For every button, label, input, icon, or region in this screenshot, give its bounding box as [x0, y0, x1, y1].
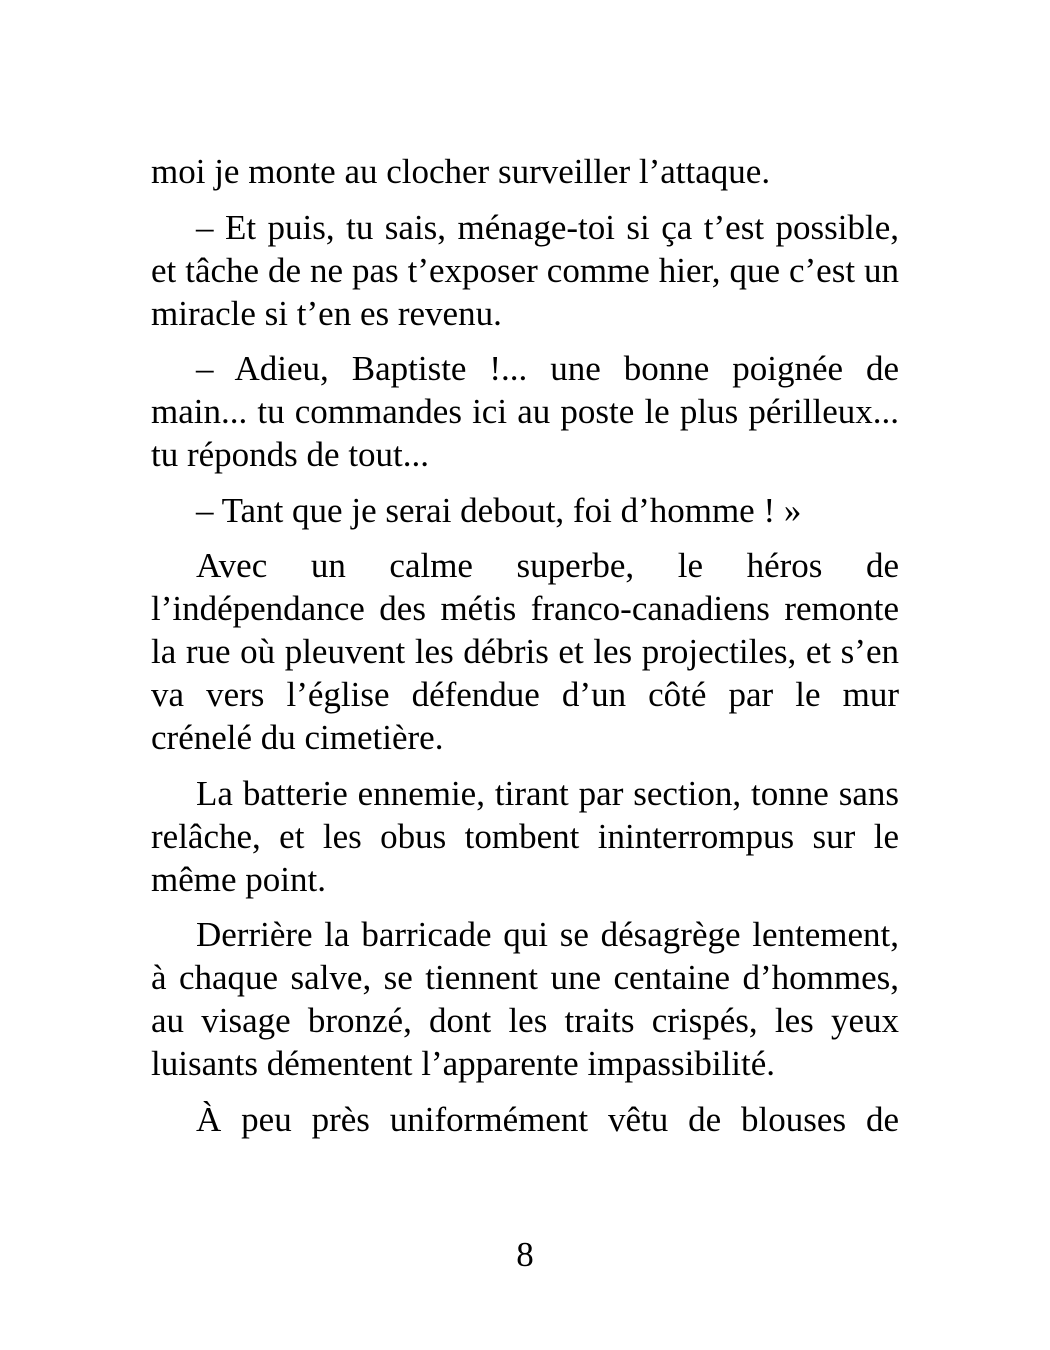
paragraph-7: Derrière la barricade qui se désagrège lentement, à chaque salve, se tiennent une centaine d’hommes, au visage bronzé, dont les traits crispés, les yeux luisants démentent l’apparente impassibilité. [151, 915, 899, 1083]
paragraph-3: – Adieu, Baptiste !... une bonne poignée de main... tu commandes ici au poste le plus périlleux... tu réponds de tout... [151, 349, 899, 474]
paragraph-6: La batterie ennemie, tirant par section, tonne sans relâche, et les obus tombent ininterrompus sur le même point. [151, 773, 899, 899]
paragraph-1: moi je monte au clocher surveiller l’attaque. [151, 152, 771, 191]
paragraph-5: Avec un calme superbe, le héros de l’indépendance des métis franco-canadiens remonte la rue où pleuvent les débris et les projectiles, et s’en va vers l’église défendue d’un côté par le mur crénelé du cimetière. [151, 546, 899, 757]
paragraph-2: – Et puis, tu sais, ménage-toi si ça t’est possible, et tâche de ne pas t’exposer comme hier, que c’est un miracle si t’en es revenu. [151, 207, 899, 333]
page-body-text [151, 150, 899, 1153]
paragraph-4: – Tant que je serai debout, foi d’homme ! » [196, 490, 802, 530]
page-number: 8 [516, 1235, 534, 1274]
paragraph-8: À peu près uniformément vêtu de blouses de [196, 1099, 899, 1139]
